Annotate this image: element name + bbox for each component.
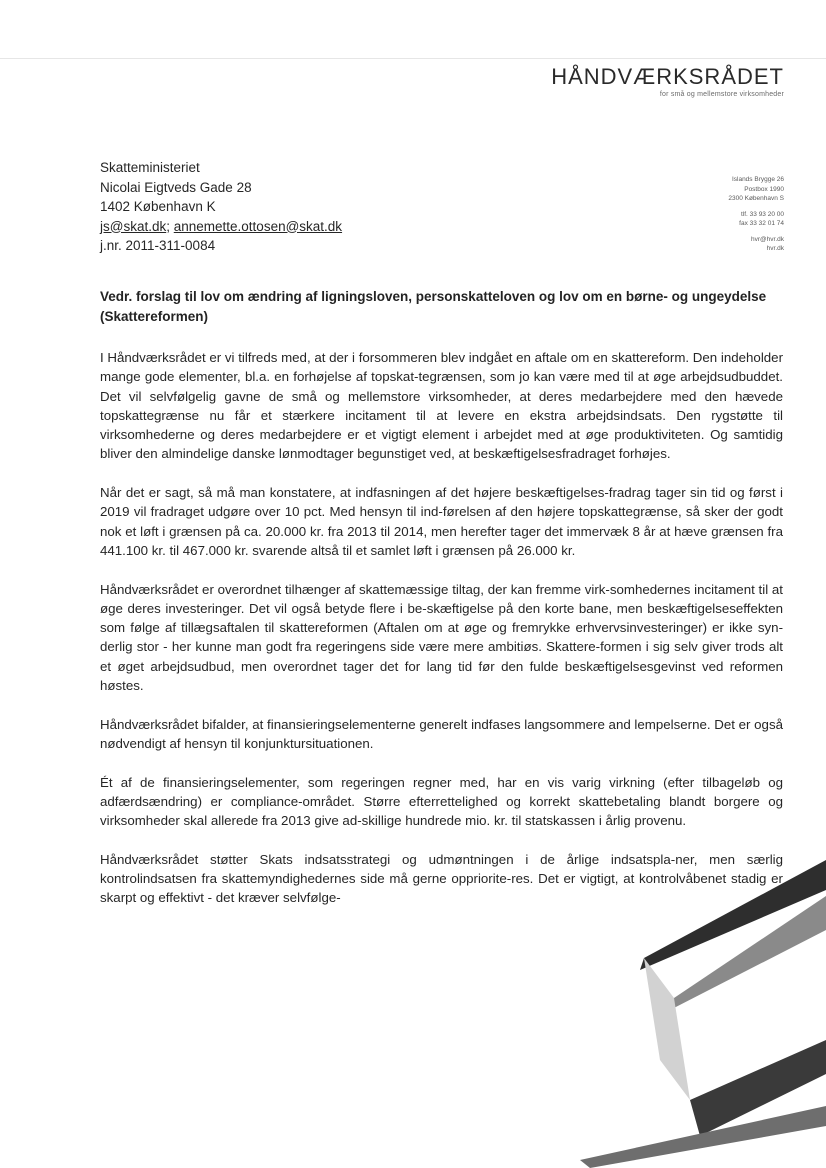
sender-street: Islands Brygge 26	[731, 176, 784, 183]
sender-website: hvr.dk	[766, 245, 784, 252]
sender-city: 2300 København S	[728, 195, 784, 202]
email-separator: ;	[166, 218, 174, 234]
recipient-emails	[100, 217, 342, 237]
letter-body	[100, 348, 783, 927]
header-divider	[0, 58, 826, 59]
organization-tagline: for små og mellemstore virksomheder	[659, 91, 784, 98]
body-paragraph: I Håndværksrådet er vi tilfreds med, at der i forsommeren blev indgået en aftale om en skattereform. Den indeholder mange gode elementer, bl.a. en forhøjelse af topskat-tegrænsen, som jo kan være med til at øge arbejdsudbuddet. Det vil selvfølgelig gavne de små og mellemstore virksomheder, at deres medarbejdere med den hævede topskattegrænse nu får et stærkere incitament til at levere en ekstra arbejdsindsats. Den rygstøtte til virksomhederne og deres medarbejdere er et vigtigt element i arbejdet med at øge produktiviteten. Og samtidig bliver den almindelige danske lønmodtager begunstiget ved, at beskæftigelsesfradraget forhøjes.	[100, 350, 783, 462]
recipient-city: 1402 København K	[100, 199, 216, 214]
organization-name: HÅNDVÆRKSRÅDET	[551, 64, 784, 89]
sender-phone: tlf. 33 93 20 00	[740, 210, 784, 218]
journal-number: j.nr. 2011-311-0084	[100, 238, 216, 253]
recipient-email-link[interactable]: annemette.ottosen@skat.dk	[173, 218, 343, 234]
letterhead-decoration-graphic	[520, 860, 826, 1168]
body-paragraph: Håndværksrådet bifalder, at finansieringselementerne generelt indfases langsommere and lempelserne. Det er også nødvendigt af hensyn til konjunktursituationen.	[100, 716, 783, 751]
recipient-street: Nicolai Eigtveds Gade 28	[100, 179, 252, 195]
recipient-name: Skatteministeriet	[100, 160, 200, 175]
recipient-email-link[interactable]: js@skat.dk	[100, 218, 167, 234]
recipient-address	[100, 158, 342, 256]
sender-postbox: Postbox 1990	[744, 185, 784, 193]
letterhead-logo	[551, 64, 784, 98]
sender-fax: fax 33 32 01 74	[739, 220, 784, 227]
decoration-stripe	[644, 958, 690, 1100]
sender-email: hvr@hvr.dk	[751, 235, 784, 243]
body-paragraph: Ét af de finansieringselementer, som regeringen regner med, har en vis varig virkning (efter tilbageløb og adfærdsændring) er compliance-området. Større efterrettelighed og korrekt skattebetaling blandt borgere og virksomheder skal allerede fra 2013 give ad-skillige hundrede mio. kr. til statskassen i årlig provenu.	[100, 774, 783, 829]
sender-address-block	[728, 175, 784, 254]
letter-subject: Vedr. forslag til lov om ændring af ligningsloven, personskatteloven og lov om en børne- og ungeydelse (Skattereformen)	[100, 289, 767, 324]
body-paragraph: Håndværksrådet støtter Skats indsatsstrategi og udmøntningen i de årlige indsatspla-ner, men særlig kontrolindsatsen fra skattemyndighedernes side må gerne oppriorite-res. Det er vigtigt, at kontrolvåbenet stadig er skarpt og effektivt - det kræver selvfølge-	[100, 851, 783, 906]
body-paragraph: Håndværksrådet er overordnet tilhænger af skattemæssige tiltag, der kan fremme virk-somhedernes incitament til at øge deres investeringer. Det vil også betyde flere i be-skæftigelse på den korte bane, men beskæftigelseseffekten som følge af tillægsaftalen til skattereformen (Aftalen om at øge og fremrykke erhvervsinvesteringer) er ikke syn-derlig stor - her kunne man godt fra regeringens side være mere ambitiøs. Skattere-formen i sig selv giver trods alt et øget arbejdsudbud, men overordnet tager det for lang tid før den fulde beskæftigelsesgevinst ved reformen høstes.	[100, 581, 783, 694]
body-paragraph: Når det er sagt, så må man konstatere, at indfasningen af det højere beskæftigelses-fradrag tager sin tid og først i 2019 vil fradraget udgøre over 10 pct. Med hensyn til ind-førelsen af den højere topskattegrænse, så sker der godt nok et løft i grænsen på ca. 20.000 kr. fra 2013 til 2014, men herefter tager det immervæk 8 år at hæve grænsen fra 441.100 kr. til 467.000 kr. svarende altså til et samlet løft i grænsen på 26.000 kr.	[100, 485, 783, 558]
